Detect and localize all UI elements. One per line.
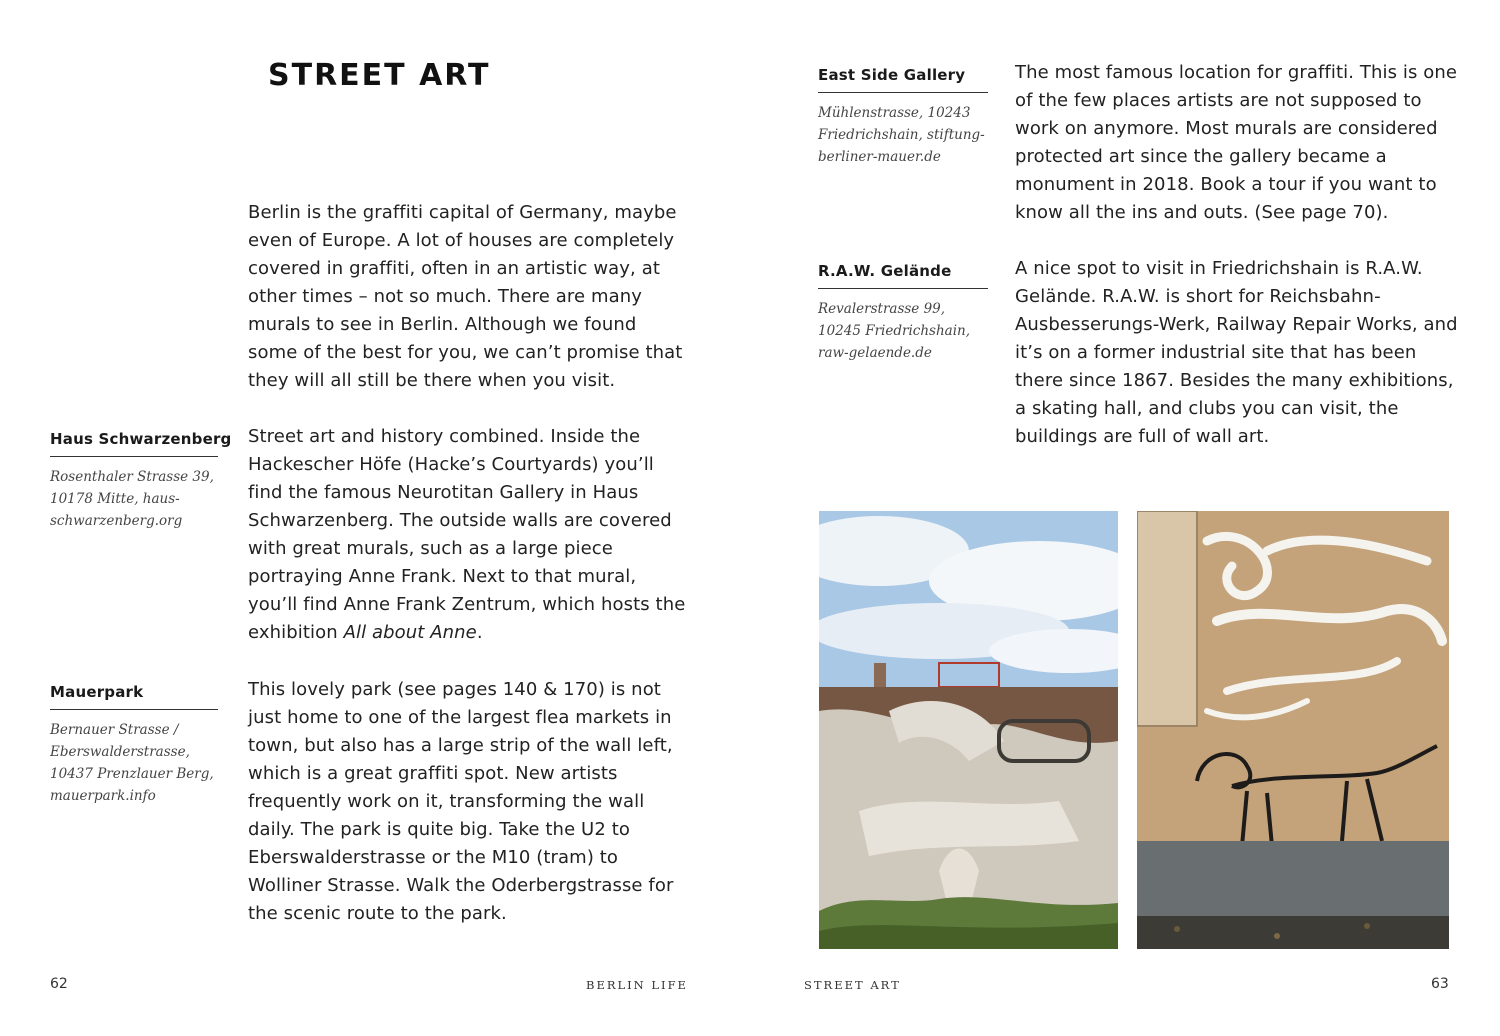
entry-text-mauerpark: This lovely park (see pages 140 & 170) is not just home to one of the largest flea markets in town, but also has a large strip of the wall left, which is a great graffiti spot. New artists frequently work on it, transforming the wall daily. The park is quite big. Take the U2 to Eberswalderstrasse or the M10 (tram) to Wolliner Strasse. Walk the Oderbergstrasse for the scenic route to the park. (248, 679, 674, 924)
mural-photo (819, 511, 1118, 949)
entry-text-main: Street art and history combined. Inside the Hackescher Höfe (Hacke’s Courtyards) you’ll find the famous Neurotitan Gallery in Haus Schwarzenberg. The outside walls are covered with great murals, such as a large piece portraying Anne Frank. Next to that mural, you’ll find Anne Frank Zentrum, which hosts the exhibition (248, 426, 686, 643)
running-head-right: STREET ART (804, 978, 901, 992)
entry-name-raw-gelaende: R.A.W. Gelände (818, 262, 952, 280)
entry-divider (818, 288, 988, 289)
entry-name-haus-schwarzenberg: Haus Schwarzenberg (50, 430, 232, 448)
running-head-left: BERLIN LIFE (586, 978, 688, 992)
entry-address-east-side-gallery: Mühlenstrasse, 10243 Friedrichshain, stiftung-berliner-mauer.de (818, 105, 985, 165)
entry-address-raw-gelaende: Revalerstrasse 99, 10245 Friedrichshain, raw-gelaende.de (818, 301, 971, 361)
page-number-left: 62 (50, 976, 68, 992)
entry-text-haus-schwarzenberg (248, 423, 688, 647)
entry-name-east-side-gallery: East Side Gallery (818, 66, 966, 84)
entry-divider (50, 456, 218, 457)
right-page (750, 0, 1500, 1036)
entry-text-raw-gelaende: A nice spot to visit in Friedrichshain is R.A.W. Gelände. R.A.W. is short for Reichsbahn-Ausbesserungs-Werk, Railway Repair Works, and it’s on a former industrial site that has been there since 1867. Besides the many exhibitions, a skating hall, and clubs you can visit, the buildings are full of wall art. (1015, 258, 1458, 447)
graffiti-dog-photo (1137, 511, 1449, 949)
intro-paragraph: Berlin is the graffiti capital of Germany, maybe even of Europe. A lot of houses are completely covered in graffiti, often in an artistic way, at other times – not so much. There are many murals to see in Berlin. Although we found some of the best for you, we can’t promise that they will all still be there when you visit. (248, 202, 683, 391)
entry-name-mauerpark: Mauerpark (50, 683, 144, 701)
exhibition-title: All about Anne (343, 622, 477, 643)
entry-text-end: . (476, 622, 483, 643)
entry-address-mauerpark: Bernauer Strasse / Eberswalderstrasse, 10437 Prenzlauer Berg, mauerpark.info (50, 722, 214, 804)
entry-address-haus-schwarzenberg: Rosenthaler Strasse 39, 10178 Mitte, haus-schwarzenberg.org (50, 469, 214, 529)
page-title: STREET ART (268, 58, 491, 93)
entry-divider (50, 709, 218, 710)
entry-text-east-side-gallery: The most famous location for graffiti. This is one of the few places artists are not supposed to work on anymore. Most murals are considered protected art since the gallery became a monument in 2018. Book a tour if you want to know all the ins and outs. (See page 70). (1015, 62, 1458, 223)
entry-divider (818, 92, 988, 93)
page-number-right: 63 (1431, 976, 1449, 992)
